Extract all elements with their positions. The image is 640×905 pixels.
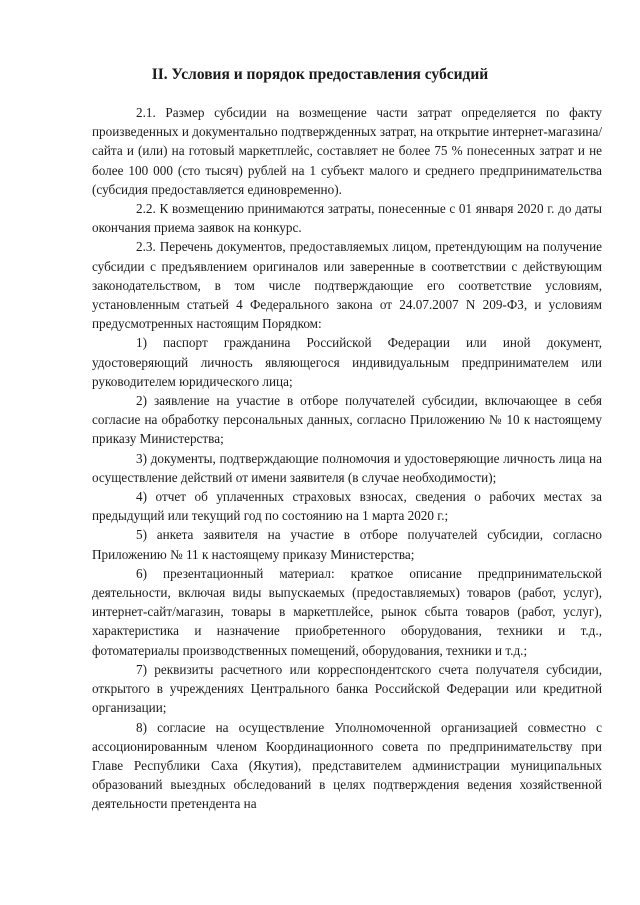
list-item-6: 6) презентационный материал: краткое описание предпринимательской деятельности, включая виды выпускаемых (предоставляемых) товаров (работ, услуг), интернет-сайт/магазин, товары в маркетплейсе, рынок сбыта товаров (работ, услуг), характеристика и назначение приобретенного оборудования, техники и т.д., фотоматериалы производственных помещений, оборудования, техники и т.д.;: [92, 565, 602, 658]
list-item-4: 4) отчет об уплаченных страховых взносах, сведения о рабочих местах за предыдущий или текущий год по состоянию на 1 марта 2020 г.;: [92, 489, 602, 524]
paragraph-2-1: 2.1. Размер субсидии на возмещение части затрат определяется по факту произведенных и документально подтвержденных затрат, на открытие интернет-магазина/сайта и (или) на готовый маркетплейс, составляет не более 75 % понесенных затрат и не более 100 000 (сто тысяч) рублей на 1 субъект малого и среднего предпринимательства (субсидия предоставляется единовременно).: [92, 105, 602, 197]
paragraph-2-3: 2.3. Перечень документов, предоставляемых лицом, претендующим на получение субсидии с предъявлением оригиналов или заверенные в соответствии с действующим законодательством, в том числе подтверждающие его соответствие условиям, установленным статьей 4 Федерального закона от 24.07.2007 N 209-ФЗ, и условиям предусмотренных настоящим Порядком:: [92, 239, 602, 332]
list-item-1: 1) паспорт гражданина Российской Федерации или иной документ, удостоверяющий личность являющегося индивидуальным предпринимателем или руководителем юридического лица;: [92, 335, 602, 389]
list-item-8: 8) согласие на осуществление Уполномоченной организацией совместно с ассоционированным членом Координационного совета по предпринимательству при Главе Республики Саха (Якутия), представителем администрации муниципальных образований выездных обследований в целях подтверждения ведения хозяйственной деятельности претендента на: [92, 719, 602, 812]
list-item-7: 7) реквизиты расчетного или корреспондентского счета получателя субсидии, открытого в учреждениях Центрального банка Российской Федерации или кредитной организации;: [92, 661, 602, 716]
list-item-3: 3) документы, подтверждающие полномочия и удостоверяющие личность лица на осуществление действий от имени заявителя (в случае необходимости);: [92, 450, 602, 485]
list-item-2: 2) заявление на участие в отборе получателей субсидии, включающее в себя согласие на обработку персональных данных, согласно Приложению № 10 к настоящему приказу Министерства;: [92, 393, 602, 447]
document-body: [92, 103, 602, 814]
paragraph-2-2: 2.2. К возмещению принимаются затраты, понесенные с 01 января 2020 г. до даты окончания приема заявок на конкурс.: [92, 201, 602, 236]
section-title: II. Условия и порядок предоставления субсидий: [151, 66, 489, 83]
list-item-5: 5) анкета заявителя на участие в отборе получателей субсидии, согласно Приложению № 11 к настоящему приказу Министерства;: [92, 527, 602, 562]
